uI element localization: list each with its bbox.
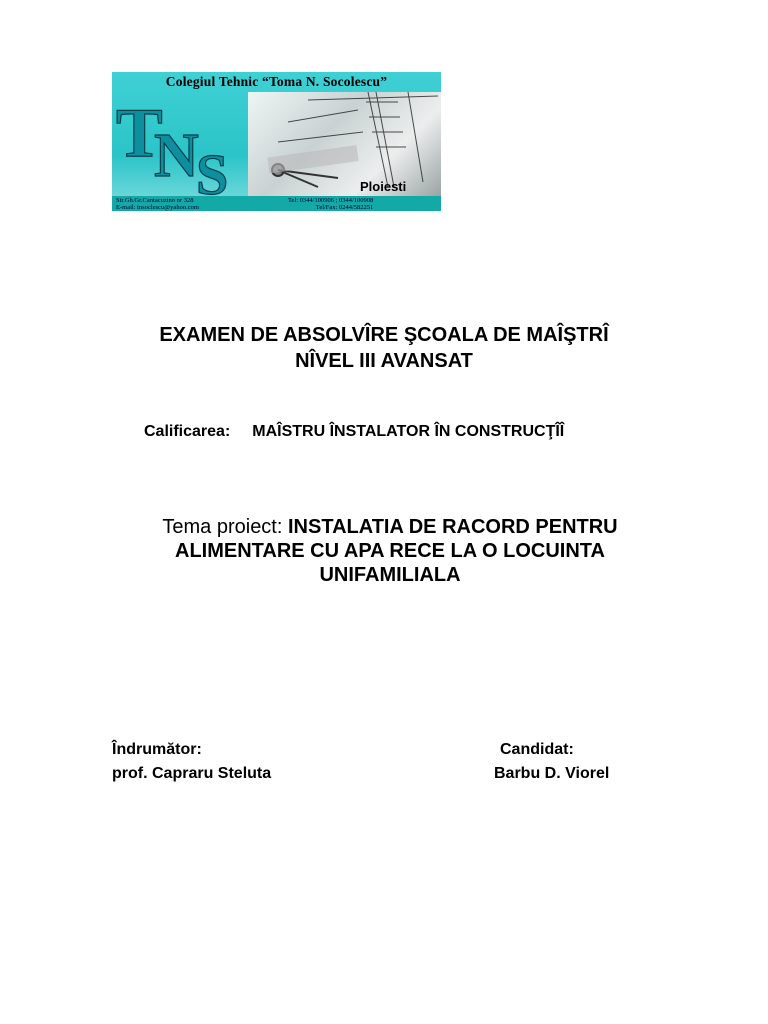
theme-line-1	[130, 515, 650, 539]
supervisor-name: prof. Capraru Steluta	[112, 765, 272, 782]
address-line: Str.Gh.Gr.Cantacuzino nr 328	[116, 197, 194, 204]
school-logo	[112, 72, 441, 211]
theme-title-part-1: INSTALATIA DE RACORD PENTRU	[288, 516, 618, 538]
supervisor-block	[112, 738, 271, 786]
svg-text:N: N	[154, 122, 199, 190]
qualification-label: Calificarea:	[144, 423, 231, 440]
candidate-label: Candidat:	[500, 741, 574, 758]
theme-label: Tema proiect:	[162, 516, 283, 538]
logo-contact-strip	[112, 196, 441, 211]
phone-line: Tel: 0344/100906 ; 0344/100908	[288, 197, 374, 204]
logo-tns-letters	[112, 90, 252, 196]
fax-line: Tel/Fax: 0244/582251	[315, 204, 374, 211]
exam-title-line-1: EXAMEN DE ABSOLVÎRE ŞCOALA DE MAÎŞTRÎ	[159, 324, 609, 346]
exam-title-line-2: NÎVEL III AVANSAT	[295, 350, 473, 372]
project-theme	[130, 515, 650, 587]
email-line: E-mail: tnsoclescu@yahoo.com	[116, 204, 199, 211]
candidate-name: Barbu D. Viorel	[494, 765, 610, 782]
theme-line-2: ALIMENTARE CU APA RECE LA O LOCUINTA	[175, 540, 605, 562]
logo-phones	[288, 197, 373, 211]
svg-text:S: S	[196, 142, 229, 196]
logo-construction-image	[248, 92, 441, 196]
supervisor-label: Îndrumător:	[112, 741, 202, 758]
svg-text:T: T	[116, 95, 163, 172]
qualification	[144, 423, 564, 441]
theme-line-3: UNIFAMILIALA	[319, 564, 461, 586]
qualification-value: MAÎSTRU ÎNSTALATOR ÎN CONSTRUCŢÎÎ	[252, 423, 565, 440]
logo-school-name: Colegiul Tehnic “Toma N. Socolescu”	[165, 74, 388, 89]
logo-address	[116, 197, 199, 211]
candidate-block	[494, 738, 609, 786]
logo-city: Ploiesti	[360, 179, 407, 194]
